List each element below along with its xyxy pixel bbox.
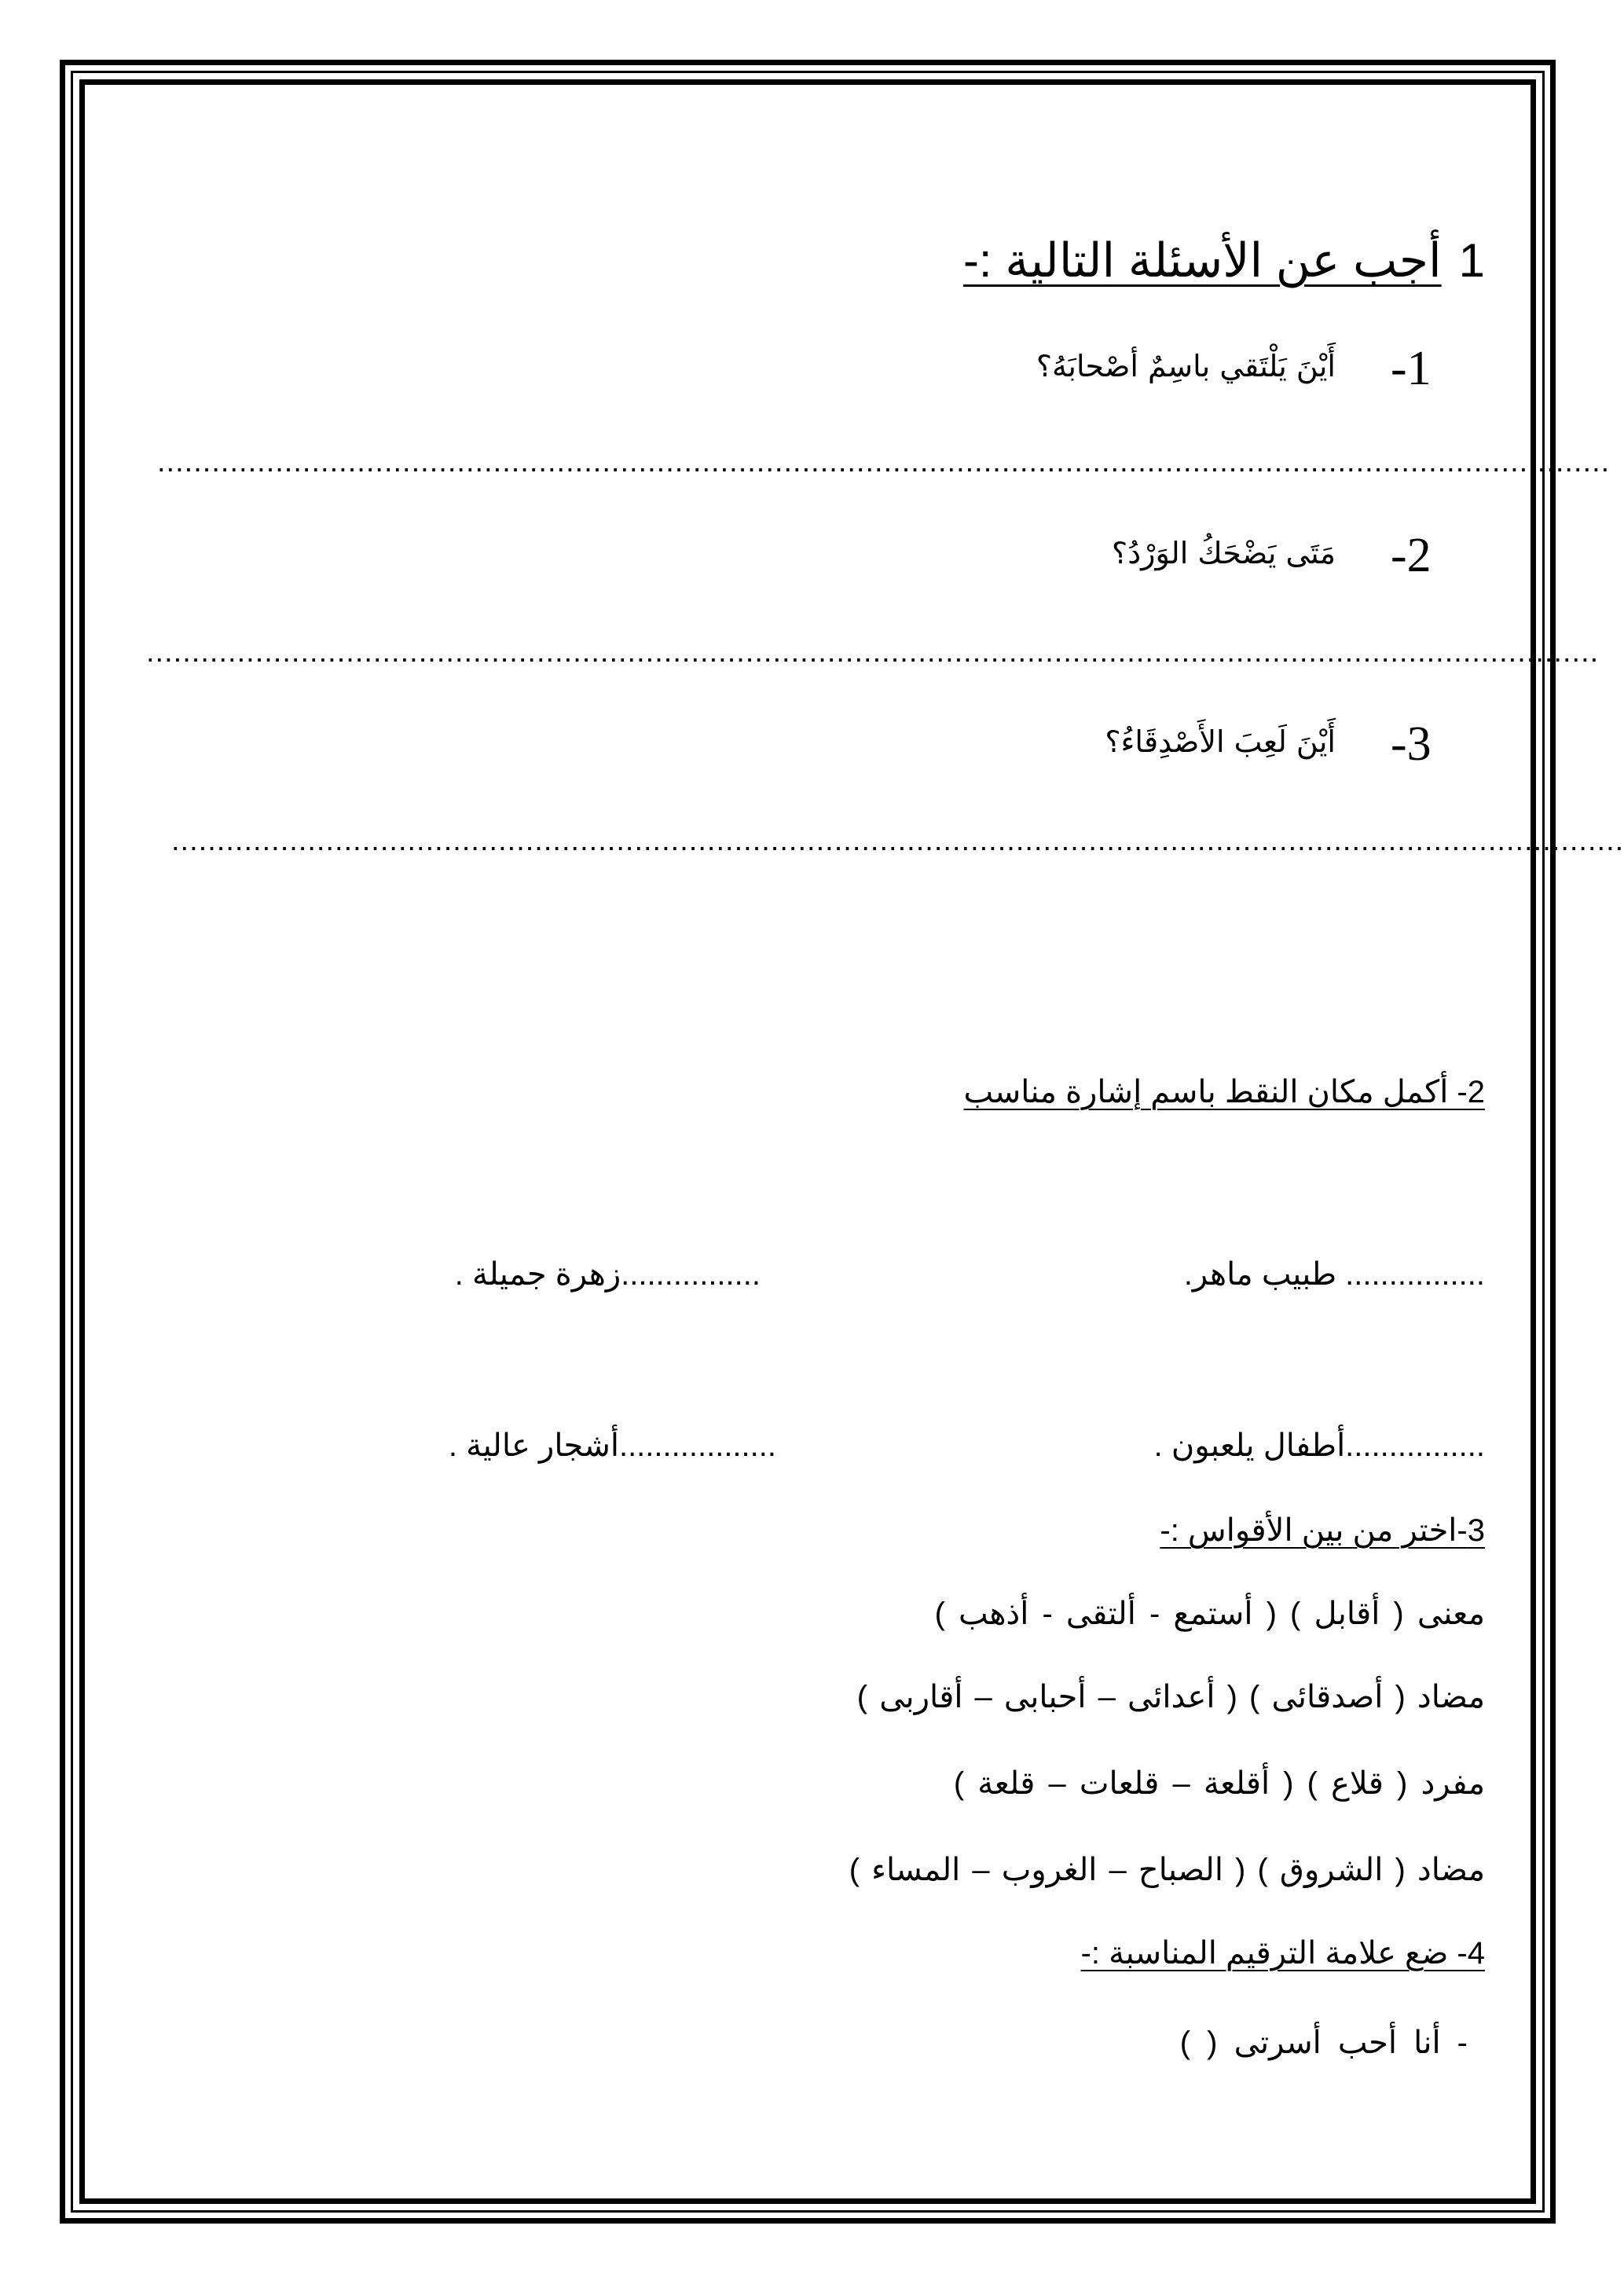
answer-line-2[interactable]: ................................................................................................................................................................	[146, 636, 1600, 669]
section2-title: 2- أكمل مكان النقط باسم إشارة مناسب	[963, 1075, 1485, 1109]
section3-title: 3-اختر من بين الأقواس :-	[1160, 1513, 1485, 1548]
fill-item-4: ..................أشجار عالية .	[448, 1428, 776, 1463]
fill-item-1: ................ طبيب ماهر.	[1183, 1257, 1485, 1292]
section2-heading	[964, 1072, 1486, 1113]
section1-title: أجب عن الأسئلة التالية :-	[962, 234, 1442, 287]
question-1-text: أَيْنَ يَلْتَقي باسِمٌ أصْحابَهُ؟	[1036, 349, 1336, 383]
choice-item-1: معنى ( أقابل ) ( أستمع - ألتقى - أذهب )	[934, 1597, 1485, 1631]
question-2-number: -2	[1391, 529, 1432, 582]
question-2-text: مَتَى يَضْحَكُ الوَرْدُ؟	[1112, 536, 1336, 570]
question-3-text: أَيْنَ لَعِبَ الأَصْدِقَاءُ؟	[1105, 724, 1336, 759]
section1-heading	[963, 233, 1485, 289]
fill-item-2: ................زهرة جميلة .	[454, 1257, 761, 1292]
section3-heading	[1160, 1510, 1485, 1551]
question-3-number: -3	[1391, 717, 1432, 771]
answer-line-3[interactable]: ................................................................................................................................................................	[171, 824, 1624, 857]
section4-heading	[1081, 1933, 1485, 1974]
fill-item-3: ................أطفال يلعبون .	[1153, 1428, 1485, 1463]
question-1-number: -1	[1391, 342, 1432, 395]
choice-item-2: مضاد ( أصدقائى ) ( أعدائى – أحبابى – أقاربى )	[856, 1680, 1485, 1714]
choice-item-3: مفرد ( قلاع ) ( أقلعة – قلعات – قلعة )	[953, 1766, 1485, 1801]
choice-item-4: مضاد ( الشروق ) ( الصباح – الغروب – المساء )	[849, 1853, 1485, 1887]
section1-number: 1	[1458, 234, 1485, 287]
section4-title: 4- ضع علامة الترقيم المناسبة :-	[1080, 1936, 1485, 1971]
punctuation-item-1: - أنا أحب أسرتى ( )	[1179, 2026, 1468, 2060]
answer-line-1[interactable]: ................................................................................................................................................................	[157, 446, 1611, 478]
